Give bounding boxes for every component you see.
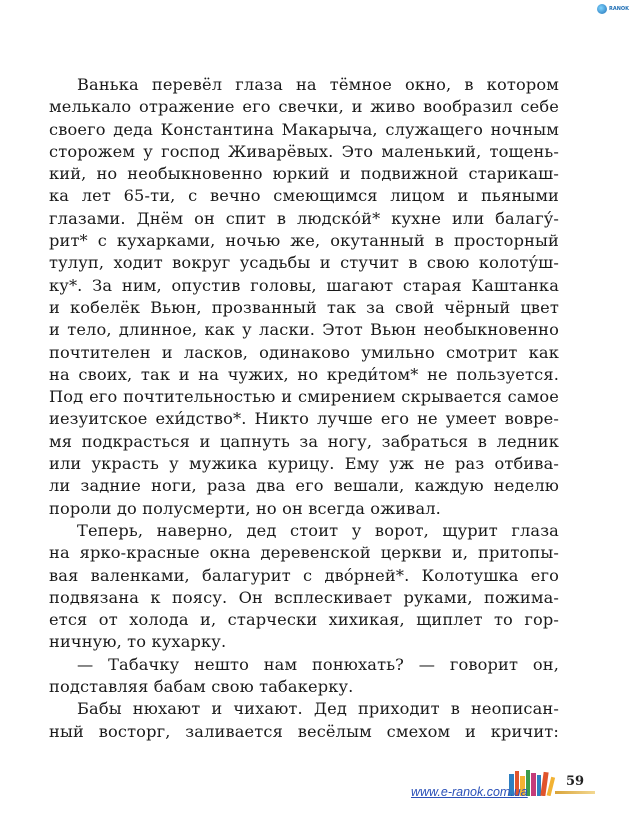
text-line: ничную, то кухарку. [49, 632, 227, 652]
globe-icon [597, 4, 607, 14]
text-line: Ванька перевёл глаза на тёмное окно, в котором [77, 75, 559, 94]
text-line: Бабы нюхают и чихают. Дед приходит в неописан- [77, 699, 559, 719]
text-line: ку*. За ним, опустив головы, шагают старая Каштанка [49, 275, 559, 295]
text-line: ется от холода и, старчески хихикая, щиплет то гор- [49, 610, 559, 630]
text-line: мя подкрасться и цапнуть за ногу, забраться в ледник [49, 431, 559, 451]
text-line: Под его почтительностью и смирением скрывается самое [49, 387, 559, 407]
text-line: глазами. Днём он спит в людско́й* кухне или балагу́- [49, 208, 559, 228]
publisher-logo [597, 4, 629, 14]
text-line: вая валенками, балагурит с дво́рней*. Колотушка его [49, 565, 559, 585]
website-link[interactable]: www.e-ranok.com.ua [411, 785, 528, 799]
text-line: или украсть у мужика курицу. Ему уж не раз отбива- [49, 454, 559, 474]
text-line: рит* с кухарками, ночью же, окутанный в просторный [49, 231, 559, 251]
text-line: почтителен и ласков, одинаково умильно смотрит как [49, 342, 559, 362]
text-line: сторожем у господ Живарёвых. Это маленький, тощень- [49, 141, 559, 161]
text-line: мелькало отражение его свечки, и живо вообразил себе [49, 97, 559, 117]
text-line: своего деда Константина Макарыча, служащего ночным [49, 119, 559, 139]
text-line: тулуп, ходит вокруг усадьбы и стучит в свою колоту́ш- [49, 253, 559, 273]
page-text [49, 74, 559, 743]
text-line: на своих, так и на чужих, но креди́том* не пользуется. [49, 364, 559, 384]
page-number: 59 [566, 774, 585, 789]
text-line: подставляя бабам свою табакерку. [49, 677, 354, 697]
text-line: на ярко-красные окна деревенской церкви и, притопы- [49, 543, 559, 563]
text-line: пороли до полусмерти, но он всегда оживал. [49, 498, 441, 518]
text-line: ный восторг, заливается весёлым смехом и кричит: [49, 721, 559, 741]
text-line: — Табачку нешто нам понюхать? — говорит он, [77, 654, 559, 674]
text-line: кий, но необыкновенно юркий и подвижной старикаш- [49, 164, 559, 184]
publisher-logo-text: RANOK [608, 6, 629, 12]
text-line: ка лет 65-ти, с вечно смеющимся лицом и пьяными [49, 186, 559, 206]
text-line: подвязана к поясу. Он всплескивает руками, пожима- [49, 587, 559, 607]
text-line: иезуитское ехи́дство*. Никто лучше его не умеет вовре- [49, 409, 559, 429]
footer-rule [555, 791, 595, 794]
text-line: ли задние ноги, раза два его вешали, каждую неделю [49, 476, 559, 496]
text-line: Теперь, наверно, дед стоит у ворот, щурит глаза [77, 520, 559, 540]
text-line: и тело, длинное, как у ласки. Этот Вьюн необыкновенно [49, 320, 559, 340]
text-line: и кобелёк Вьюн, прозванный так за свой чёрный цвет [49, 297, 559, 317]
